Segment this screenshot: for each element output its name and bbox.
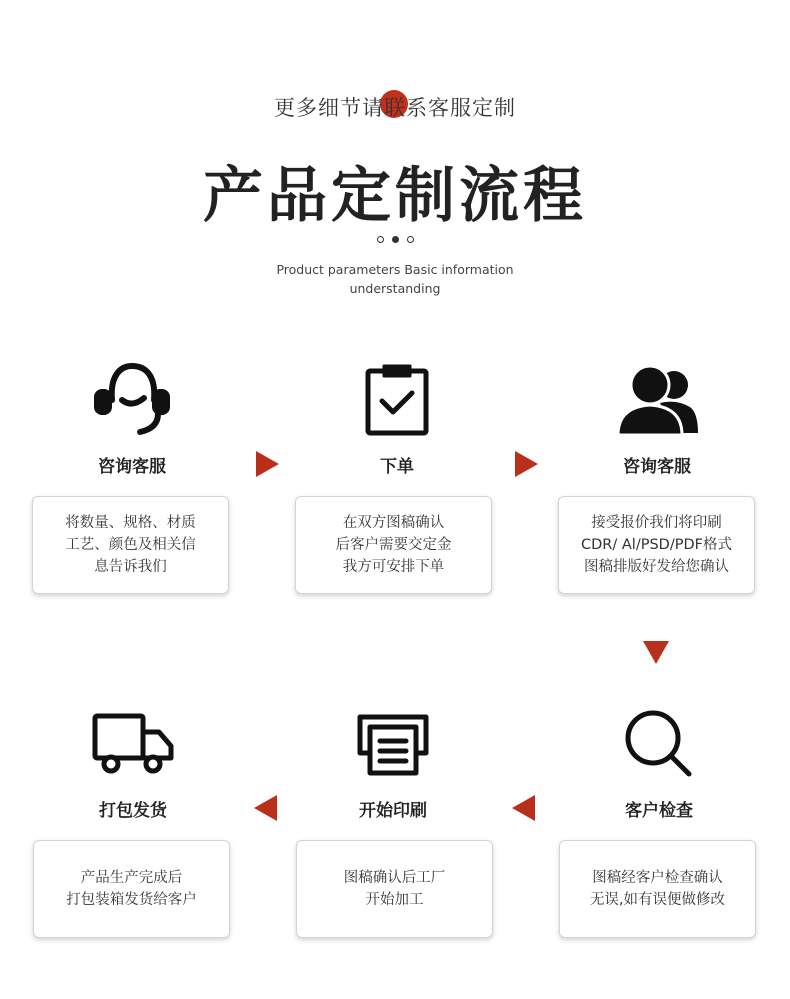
step-2-desc-line: 我方可安排下单 bbox=[342, 559, 445, 575]
step-6-description bbox=[33, 840, 230, 938]
step-3-desc-line: 图稿排版好发给您确认 bbox=[583, 559, 729, 575]
step-5 bbox=[293, 704, 493, 821]
step-3 bbox=[557, 360, 757, 477]
subtitle bbox=[0, 92, 790, 122]
step-5-label: 开始印刷 bbox=[359, 801, 427, 821]
users-icon bbox=[557, 360, 757, 440]
step-3-desc-line: CDR/ Al/PSD/PDF格式 bbox=[581, 537, 732, 553]
step-4-desc-line: 无误,如有误便做修改 bbox=[589, 892, 726, 908]
page-title: 产品定制流程 bbox=[203, 161, 587, 231]
headset-icon bbox=[32, 360, 232, 440]
arrow-down-icon bbox=[643, 641, 669, 664]
step-5-description bbox=[296, 840, 493, 938]
arrow-right-icon bbox=[256, 451, 279, 477]
magnifier-icon bbox=[559, 704, 759, 784]
step-2-desc-line: 在双方图稿确认 bbox=[342, 515, 445, 531]
subtitle-text: 更多细节请联系客服定制 bbox=[274, 96, 516, 120]
arrow-left-icon bbox=[512, 795, 535, 821]
step-1-desc-line: 息告诉我们 bbox=[94, 559, 167, 575]
step-4-desc-line: 图稿经客户检查确认 bbox=[592, 870, 723, 886]
arrow-left-icon bbox=[254, 795, 277, 821]
step-6-label: 打包发货 bbox=[99, 801, 167, 821]
step-6-desc-line: 打包装箱发货给客户 bbox=[66, 892, 197, 908]
english-caption bbox=[270, 260, 520, 298]
step-1-label: 咨询客服 bbox=[98, 457, 166, 477]
step-2-description bbox=[295, 496, 492, 594]
dot-icon bbox=[377, 236, 384, 243]
dot-icon bbox=[392, 236, 399, 243]
dots-divider bbox=[0, 236, 790, 243]
step-1-desc-line: 工艺、颜色及相关信 bbox=[65, 537, 196, 553]
step-2 bbox=[297, 360, 497, 477]
step-6-desc-line: 产品生产完成后 bbox=[80, 870, 183, 886]
truck-icon bbox=[33, 704, 233, 784]
step-2-label: 下单 bbox=[380, 457, 414, 477]
dot-icon bbox=[407, 236, 414, 243]
printer-icon bbox=[293, 704, 493, 784]
step-3-desc-line: 接受报价我们将印刷 bbox=[591, 515, 722, 531]
clipboard-check-icon bbox=[297, 360, 497, 440]
step-2-desc-line: 后客户需要交定金 bbox=[335, 537, 452, 553]
step-5-desc-line: 开始加工 bbox=[365, 892, 424, 908]
step-3-label: 咨询客服 bbox=[623, 457, 691, 477]
step-4 bbox=[559, 704, 759, 821]
arrow-right-icon bbox=[515, 451, 538, 477]
step-1-desc-line: 将数量、规格、材质 bbox=[65, 515, 196, 531]
english-caption-line1: Product parameters Basic information bbox=[276, 262, 514, 277]
step-1 bbox=[32, 360, 232, 477]
step-5-desc-line: 图稿确认后工厂 bbox=[343, 870, 446, 886]
english-caption-line2: understanding bbox=[349, 281, 441, 296]
step-3-description bbox=[558, 496, 755, 594]
step-1-description bbox=[32, 496, 229, 594]
step-6 bbox=[33, 704, 233, 821]
step-4-description bbox=[559, 840, 756, 938]
step-4-label: 客户检查 bbox=[625, 801, 693, 821]
